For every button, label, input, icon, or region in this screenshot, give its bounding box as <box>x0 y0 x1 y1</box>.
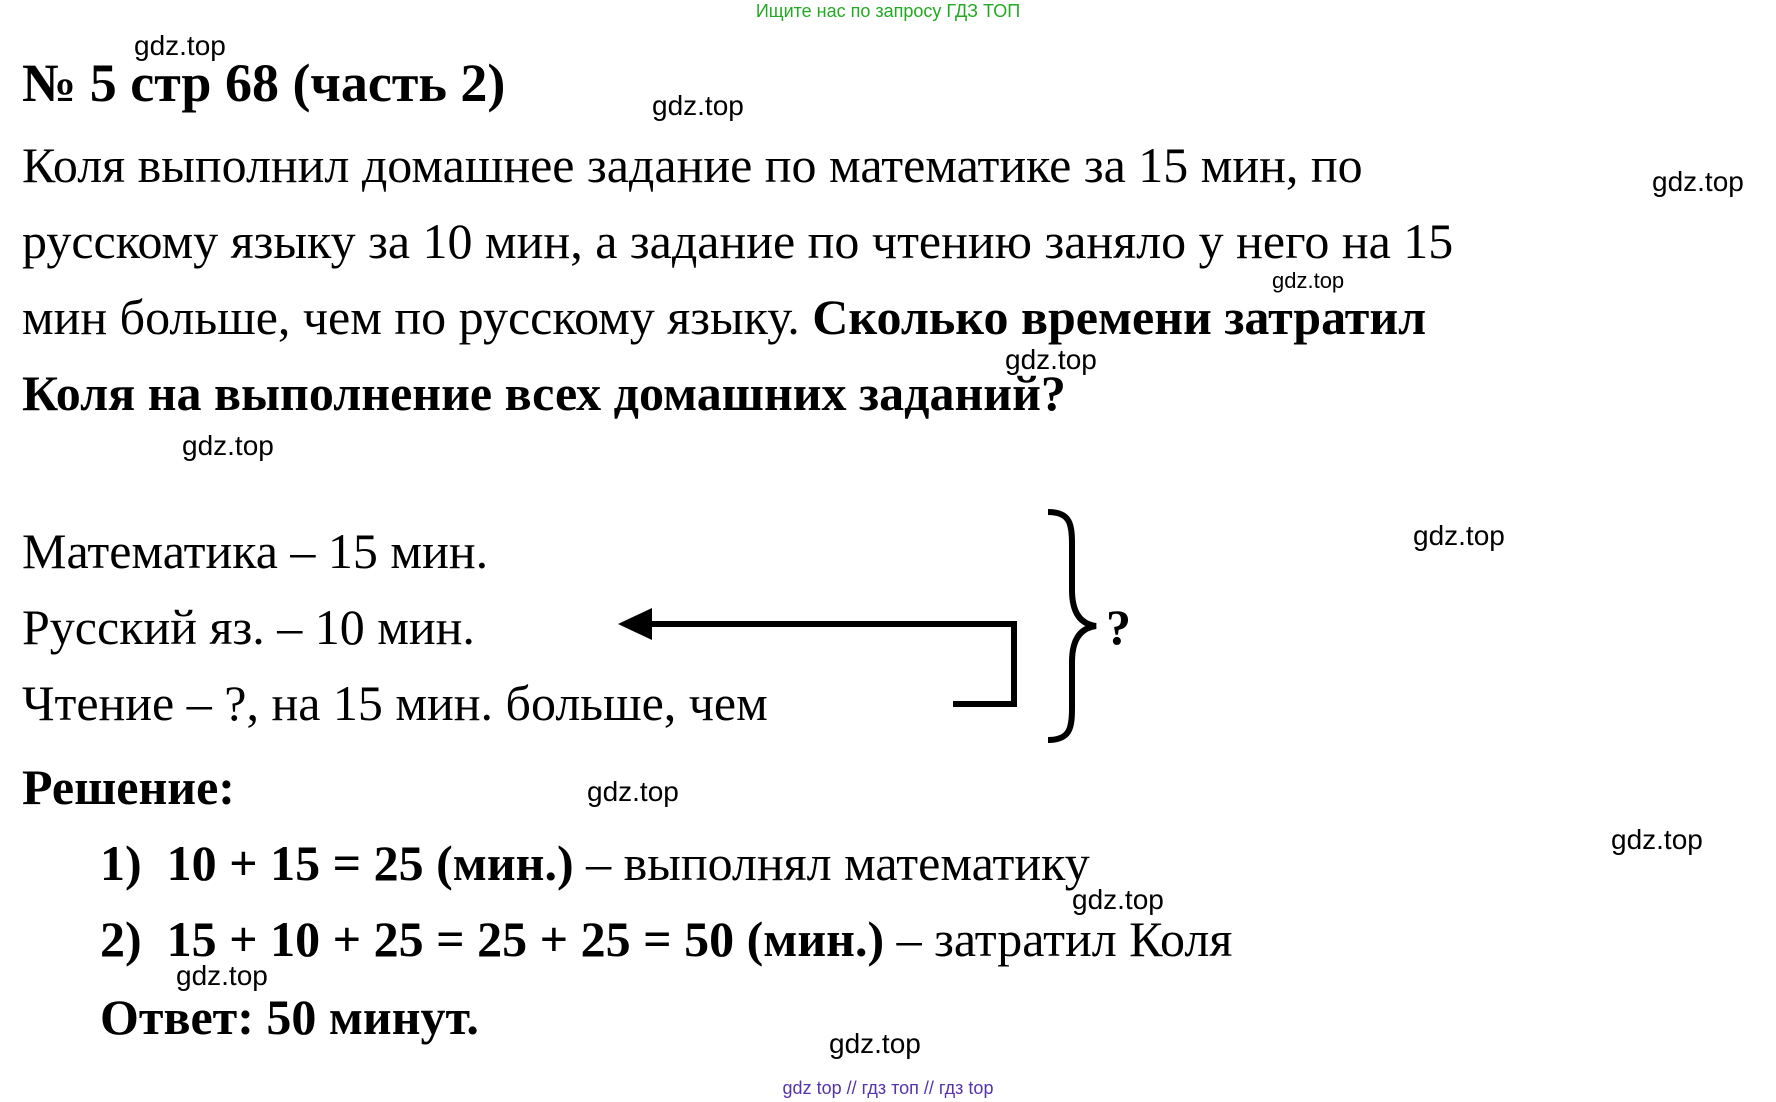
right-curly-brace <box>1048 512 1096 740</box>
problem-question-part-2: Коля на выполнение всех домашних заданий? <box>22 365 1066 421</box>
arrow-head <box>618 608 652 640</box>
problem-question-part-1: Сколько времени затратил <box>812 289 1427 345</box>
watermark: gdz.top <box>134 30 226 61</box>
bottom-banner: gdz top // гдз топ // гдз top <box>782 1078 994 1098</box>
top-banner: Ищите нас по запросу ГДЗ ТОП <box>755 1 1021 21</box>
problem-line-2: русскому языку за 10 мин, а задание по чтению заняло у него на 15 <box>22 213 1454 269</box>
watermark: gdz.top <box>1652 166 1744 197</box>
step-1-expression: 10 + 15 = 25 (мин.) <box>166 835 574 891</box>
watermark: gdz.top <box>652 90 744 121</box>
answer: Ответ: 50 минут. <box>100 989 479 1045</box>
watermark: gdz.top <box>1272 268 1345 293</box>
solution-step-1 <box>100 834 1090 892</box>
step-2-number: 2) <box>100 911 142 967</box>
given-reading: Чтение – ?, на 15 мин. больше, чем <box>22 675 768 731</box>
comparison-arrow <box>640 624 1014 704</box>
given-russian: Русский яз. – 10 мин. <box>22 599 475 655</box>
watermark: gdz.top <box>829 1028 921 1059</box>
watermark: gdz.top <box>1072 884 1164 915</box>
watermark: gdz.top <box>587 776 679 807</box>
problem-line-3-text: мин больше, чем по русскому языку. <box>22 289 800 345</box>
watermark: gdz.top <box>1611 824 1703 855</box>
page-title: № 5 стр 68 (часть 2) <box>22 53 506 113</box>
watermark: gdz.top <box>176 960 268 991</box>
total-question-mark: ? <box>1106 599 1131 655</box>
watermark: gdz.top <box>1005 344 1097 375</box>
watermark: gdz.top <box>1413 520 1505 551</box>
problem-line-1: Коля выполнил домашнее задание по математике за 15 мин, по <box>22 137 1363 193</box>
step-2-explanation: – затратил Коля <box>896 911 1233 967</box>
watermark: gdz.top <box>182 430 274 461</box>
solution-heading: Решение: <box>22 759 235 815</box>
solution-step-2 <box>100 910 1232 968</box>
step-1-explanation: – выполнял математику <box>586 835 1090 891</box>
given-math: Математика – 15 мин. <box>22 523 489 579</box>
step-2-expression: 15 + 10 + 25 = 25 + 25 = 50 (мин.) <box>166 911 885 967</box>
step-1-number: 1) <box>100 835 142 891</box>
